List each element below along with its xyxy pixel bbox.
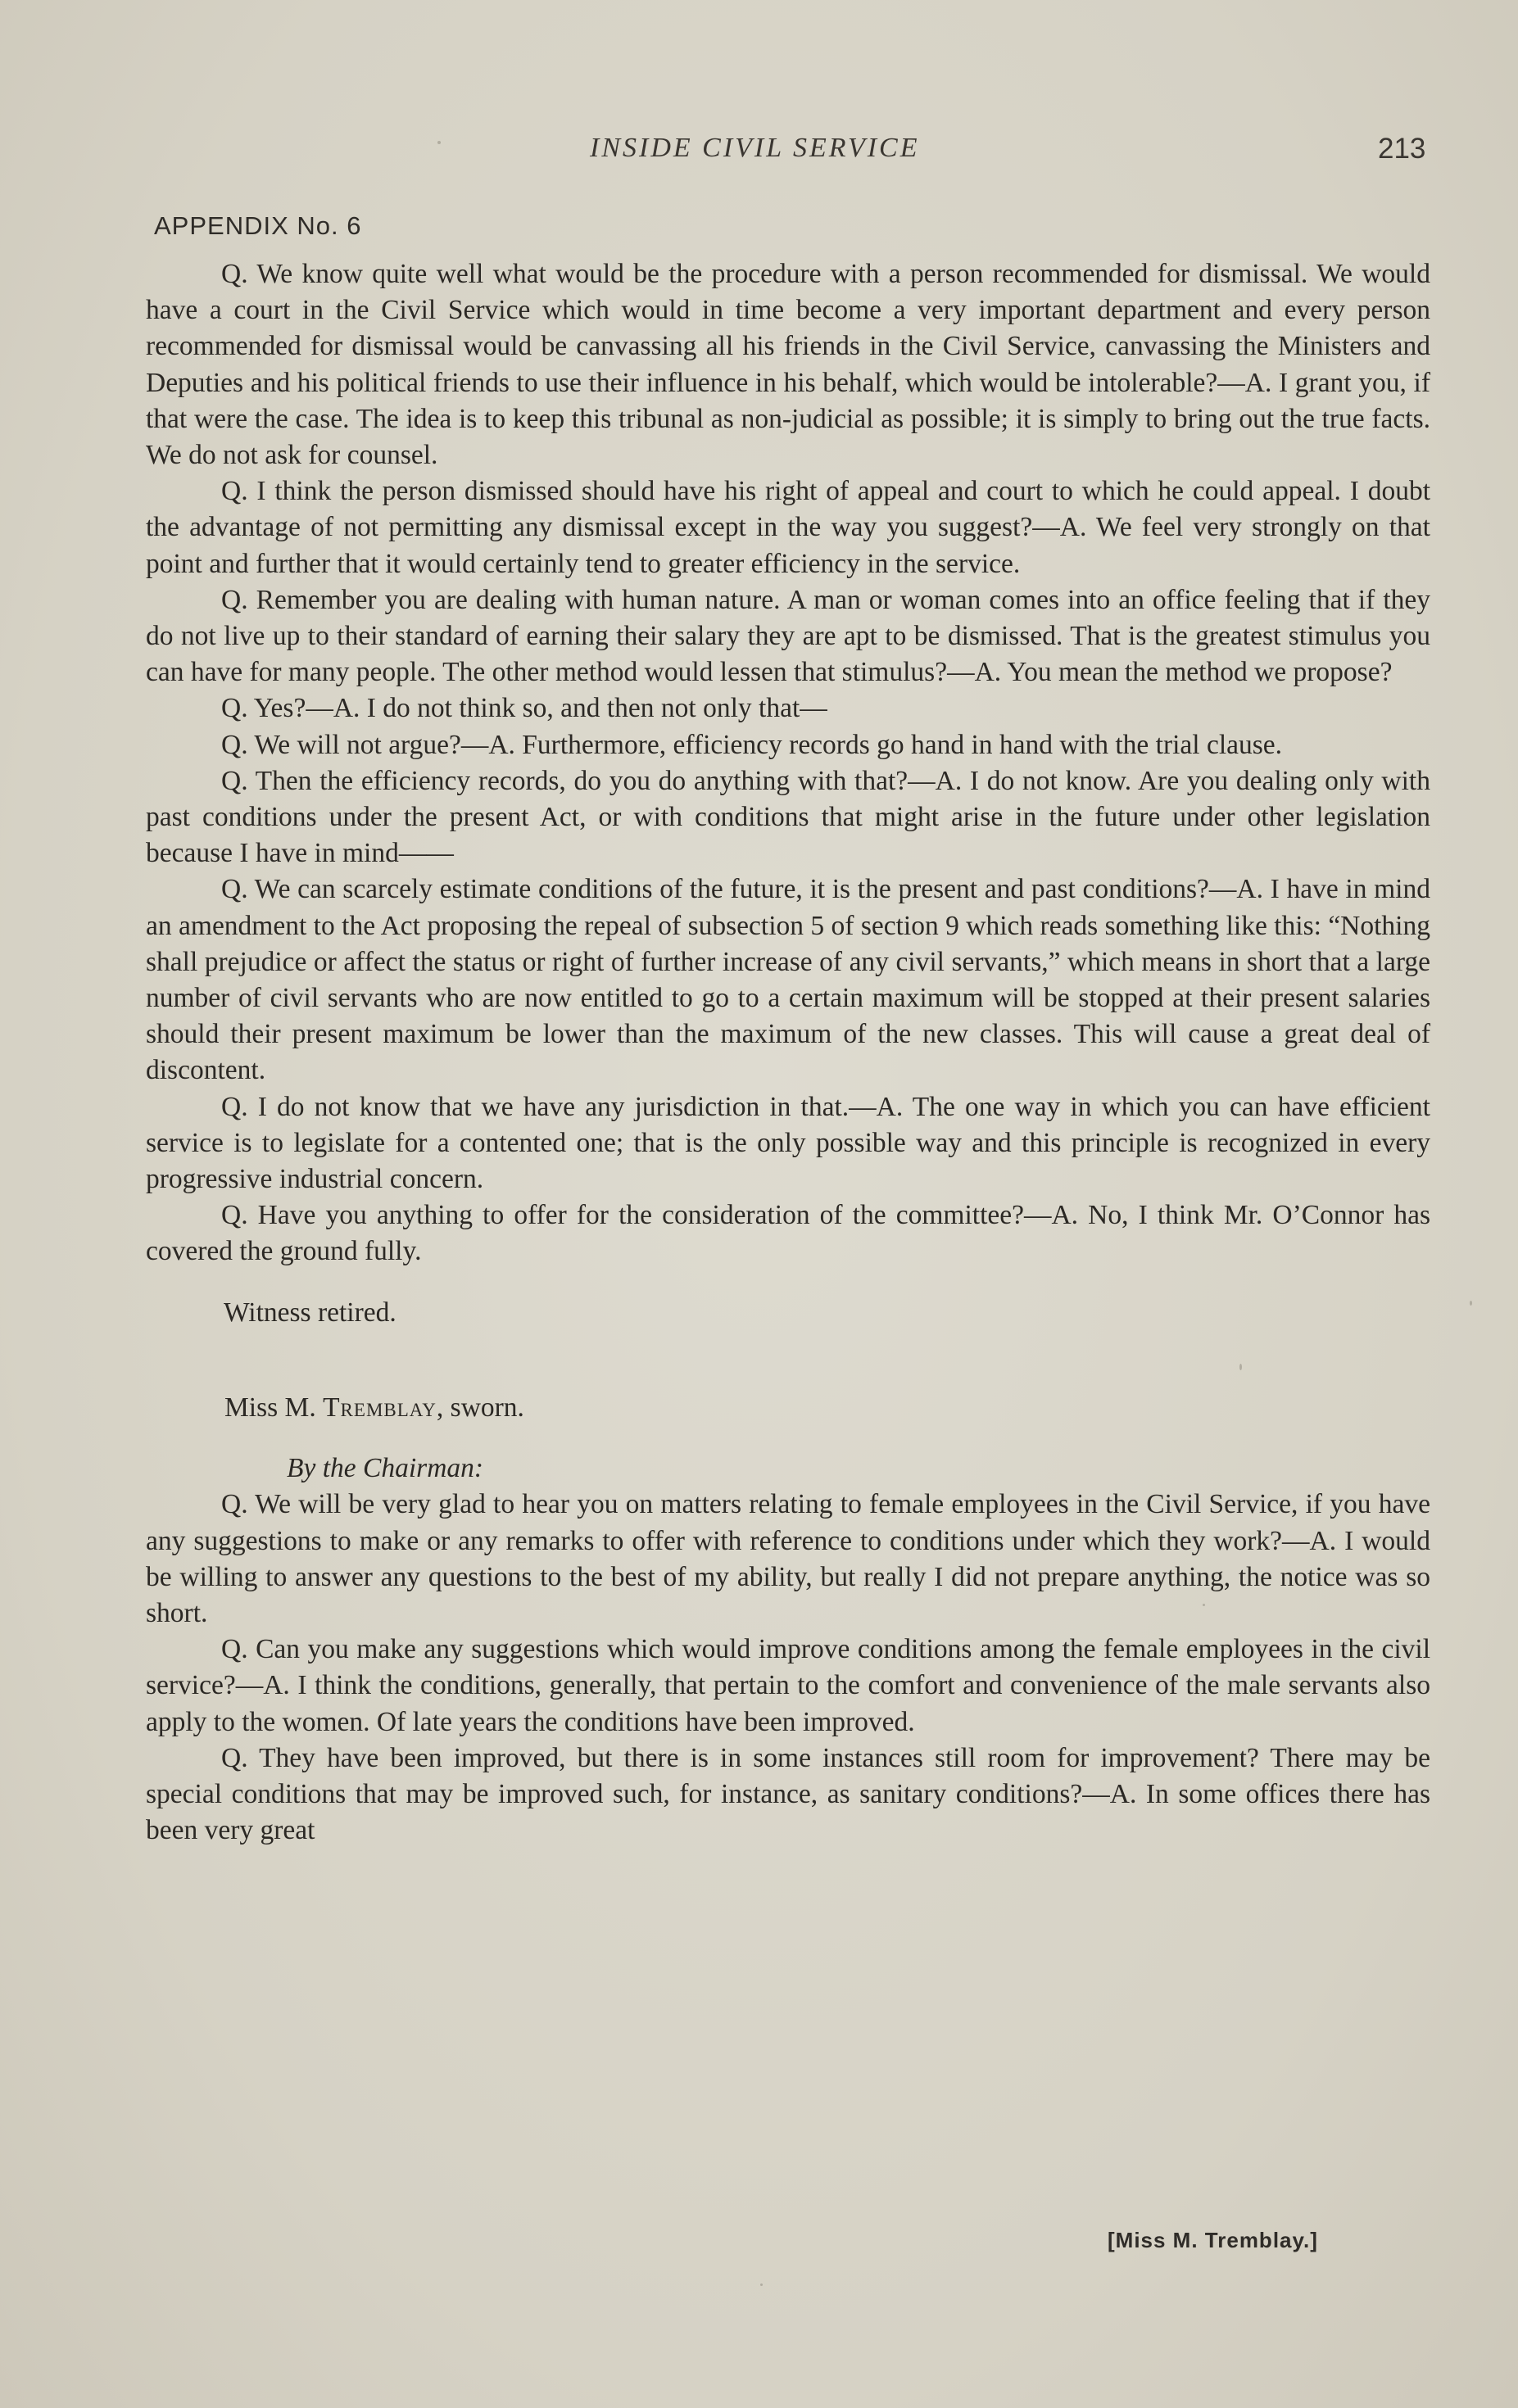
spacer	[146, 1270, 1430, 1295]
running-title: INSIDE CIVIL SERVICE	[590, 133, 920, 163]
running-head	[0, 133, 1518, 174]
paragraph: Q. We will be very glad to hear you on matters relating to female employees in the Civil Service, if you have any suggestions to make or any remarks to offer with reference to conditions under which they work?—A. I would be willing to answer any questions to the best of my ability, but really I did not prepare anything, the notice was so short.	[146, 1489, 1430, 1628]
paper-speck	[1470, 1301, 1472, 1306]
spacer	[146, 1426, 1430, 1451]
paragraph: Q. I think the person dismissed should have his right of appeal and court to which he could appeal. I doubt the advantage of not permitting any dismissal except in the way you suggest?—A. We feel very strongly on that point and further that it would certainly tend to greater efficiency in the service.	[146, 476, 1430, 579]
paragraph: Q. Have you anything to offer for the consideration of the committee?—A. No, I think Mr. O’Connor has covered the ground fully.	[146, 1200, 1430, 1267]
paper-speck	[437, 141, 441, 144]
page-body	[146, 256, 1430, 1849]
paragraph: Q. Yes?—A. I do not think so, and then not only that—	[221, 693, 827, 724]
paragraph: Q. Can you make any suggestions which would improve conditions among the female employees in the civil service?—A. I think the conditions, generally, that pertain to the comfort and convenience of the male servants also apply to the women. Of late years the conditions have been improved.	[146, 1634, 1430, 1737]
paragraph: Q. They have been improved, but there is in some instances still room for improvement? There may be special conditions that may be improved such, for instance, as sanitary conditions?—A. In some offices there has been very great	[146, 1742, 1430, 1846]
page-number: 213	[1378, 133, 1426, 165]
paper-speck	[760, 2284, 763, 2286]
paragraph: Q. Then the efficiency records, do you do anything with that?—A. I do not know. Are you dealing only with past conditions under the present Act, or with conditions that might arise in the future under other legislation because I have in mind——	[146, 765, 1430, 869]
examiner-heading: By the Chairman:	[287, 1453, 484, 1484]
appendix-label: APPENDIX No. 6	[154, 211, 362, 240]
paragraph: Q. Remember you are dealing with human nature. A man or woman comes into an office feeling that if they do not live up to their standard of earning their salary they are apt to be dismissed. That is the greatest stimulus you can have for many people. The other method would lessen that stimulus?—A. You mean the method we propose?	[146, 584, 1430, 688]
witness-suffix: , sworn.	[436, 1392, 524, 1423]
paragraph: Q. We know quite well what would be the procedure with a person recommended for dismissal. We would have a court in the Civil Service which would in time become a very important department and every person recommended for dismissal would be canvassing all his friends in the Civil Service, canvassing the Ministers and Deputies and his political friends to use their influence in his behalf, which would be intolerable?—A. I grant you, if that were the case. The idea is to keep this tribunal as non-judicial as possible; it is simply to bring out the true facts. We do not ask for counsel.	[146, 259, 1430, 471]
witness-surname: Tremblay	[323, 1392, 437, 1423]
spacer	[146, 1331, 1430, 1390]
paragraph: Q. We will not argue?—A. Furthermore, efficiency records go hand in hand with the trial clause.	[221, 729, 1283, 760]
catchword: [Miss M. Tremblay.]	[1108, 2228, 1318, 2252]
paragraph: Q. We can scarcely estimate conditions of the future, it is the present and past conditions?—A. I have in mind an amendment to the Act proposing the repeal of subsection 5 of section 9 which reads something like this: “Nothing shall prejudice or affect the status or right of further increase of any civil servants,” which means in short that a large number of civil servants who are now entitled to go to a certain maximum will be stopped at their present salaries should their present maximum be lower than the maximum of the new classes. This will cause a great deal of discontent.	[146, 874, 1430, 1086]
new-witness-line	[224, 1390, 1430, 1426]
paper-speck	[1239, 1364, 1242, 1370]
witness-retired: Witness retired.	[224, 1297, 396, 1328]
paper-speck	[1203, 1604, 1205, 1606]
paragraph: Q. I do not know that we have any jurisdiction in that.—A. The one way in which you can have efficient service is to legislate for a contented one; that is the only possible way and this principle is recognized in every progressive industrial concern.	[146, 1091, 1430, 1195]
witness-prefix: Miss M.	[224, 1392, 324, 1423]
